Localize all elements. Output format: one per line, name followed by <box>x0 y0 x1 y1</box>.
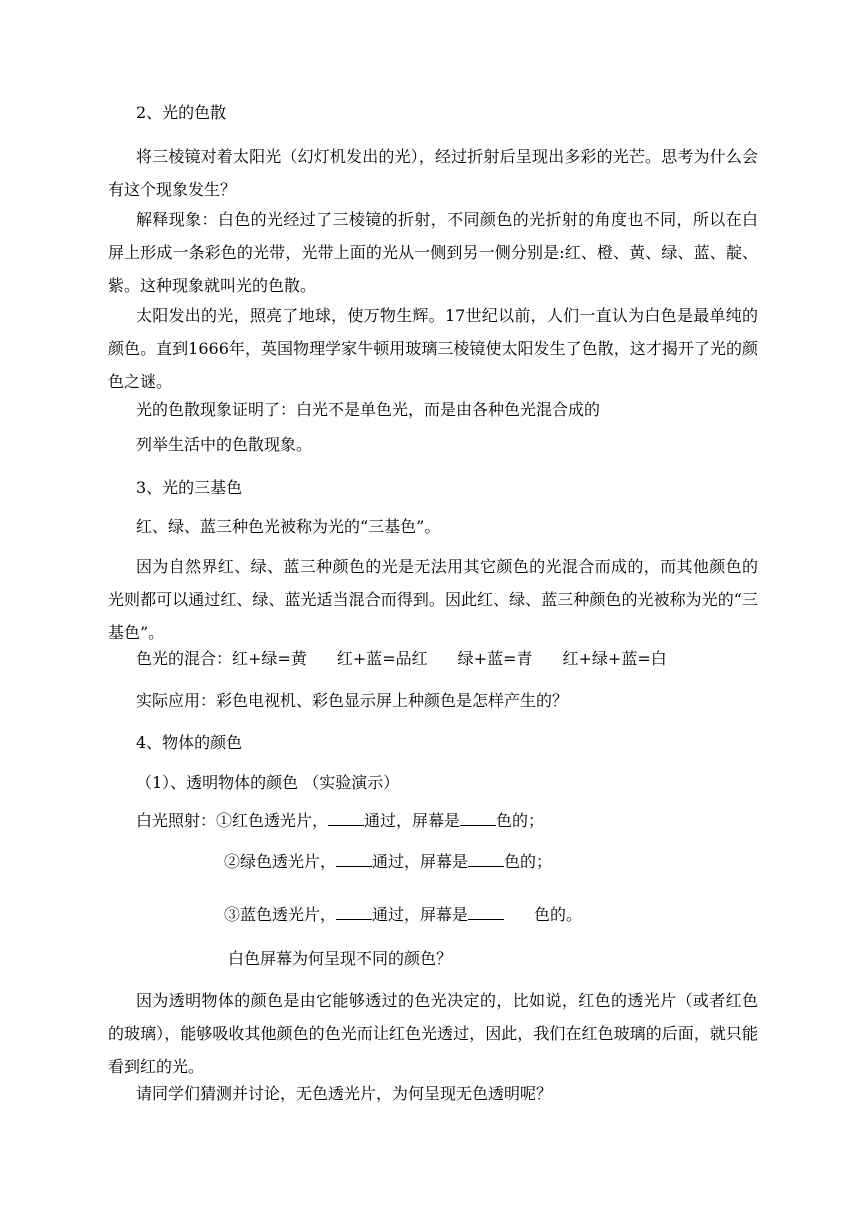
fill-blank <box>336 852 372 867</box>
fill-blank <box>460 811 496 826</box>
subsection-title: （1）、透明物体的颜色 （实验演示） <box>136 773 400 792</box>
experiment-line-1 <box>136 804 786 837</box>
item-text: 色的； <box>504 852 553 871</box>
item-text: ③蓝色透光片， <box>224 905 337 924</box>
item-text: 色的； <box>496 811 545 830</box>
item-text: ①红色透光片， <box>216 811 329 830</box>
experiment-line-2 <box>224 845 860 878</box>
mix-item: 红+蓝=品红 <box>336 649 428 668</box>
question: 白色屏幕为何呈现不同的颜色？ <box>228 949 453 968</box>
item-text: 通过，屏幕是 <box>372 852 469 871</box>
fill-blank <box>468 852 504 867</box>
section-2-title: 2、光的色散 <box>136 103 227 122</box>
mix-item: 红+绿+蓝=白 <box>562 649 667 668</box>
paragraph: 因为自然界红、绿、蓝三种颜色的光是无法用其它颜色的光混合而成的，而其他颜色的光则都可以通过红、绿、蓝光适当混合而得到。因此红、绿、蓝三种颜色的光被称为光的“三基色”。 <box>108 557 758 642</box>
mix-label: 色光的混合： <box>136 649 233 668</box>
paragraph: 实际应用：彩色电视机、彩色显示屏上种颜色是怎样产生的？ <box>136 691 569 710</box>
item-text: ②绿色透光片， <box>224 852 337 871</box>
fill-blank <box>328 811 364 826</box>
paragraph: 红、绿、蓝三种色光被称为光的“三基色”。 <box>136 517 441 536</box>
experiment-line-3 <box>224 898 860 931</box>
section-3-title: 3、光的三基色 <box>136 478 243 497</box>
paragraph: 列举生活中的色散现象。 <box>136 435 313 454</box>
item-text: 通过，屏幕是 <box>372 905 469 924</box>
lead-label: 白光照射： <box>136 811 217 830</box>
paragraph: 请同学们猜测并讨论，无色透光片，为何呈现无色透明呢？ <box>136 1084 553 1103</box>
paragraph: 因为透明物体的颜色是由它能够透过的色光决定的，比如说，红色的透光片（或者红色的玻璃），能够吸收其他颜色的色光而让红色光透过，因此，我们在红色玻璃的后面，就只能看到红的光。 <box>108 991 758 1076</box>
fill-blank <box>336 905 372 920</box>
section-4-title: 4、物体的颜色 <box>136 733 243 752</box>
paragraph: 太阳发出的光，照亮了地球，使万物生辉。17世纪以前，人们一直认为白色是最单纯的颜色。直到1666年，英国物理学家牛顿用玻璃三棱镜使太阳发生了色散，这才揭开了光的颜色之谜。 <box>108 306 758 391</box>
item-text: 色的。 <box>534 905 583 924</box>
mix-item: 红+绿=黄 <box>232 649 307 668</box>
fill-blank <box>468 905 504 920</box>
paragraph: 将三棱镜对着太阳光（幻灯机发出的光），经过折射后呈现出多彩的光芒。思考为什么会有这个现象发生？ <box>108 147 758 199</box>
item-text: 通过，屏幕是 <box>364 811 461 830</box>
mix-item: 绿+蓝=青 <box>457 649 533 668</box>
paragraph: 光的色散现象证明了：白光不是单色光，而是由各种色光混合成的 <box>136 400 601 419</box>
paragraph: 解释现象：白色的光经过了三棱镜的折射，不同颜色的光折射的角度也不同，所以在白屏上形成一条彩色的光带，光带上面的光从一侧到另一侧分别是:红、橙、黄、绿、蓝、靛、紫。这种现象就叫光的色散。 <box>108 210 758 295</box>
color-mixing-line <box>136 642 786 675</box>
